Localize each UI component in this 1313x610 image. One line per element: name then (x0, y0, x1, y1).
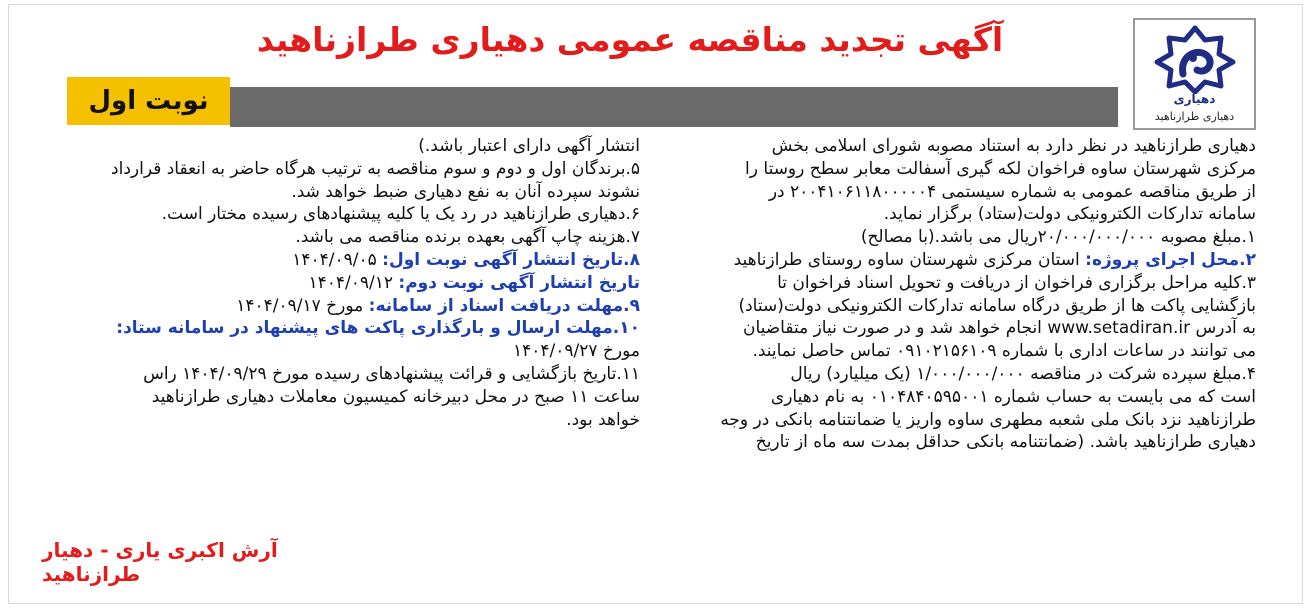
item-4-line: است که می بایست به حساب شماره ۰۱۰۴۸۴۰۵۹۵۰۰۱ به نام دهیاری (770, 386, 1256, 407)
intro-line: سامانه تدارکات الکترونیکی دولت(ستاد) برگزار نماید. (883, 204, 1256, 225)
item-5-line: ۵.برندگان اول و دوم و سوم مناقصه به ترتیب هرگاه حاضر به انعقاد قرارداد (111, 158, 640, 179)
left-column (38, 135, 640, 431)
item-3-line: ۳.کلیه مراحل برگزاری فراخوان از دریافت و تحویل اسناد فراخوان تا (777, 272, 1256, 293)
item-11-line: خواهد بود. (566, 409, 640, 430)
item-2 (664, 249, 1256, 272)
header-bar (230, 87, 1118, 127)
continuation-line: انتشار آگهی دارای اعتبار باشد.) (418, 136, 640, 156)
intro-line: از طریق مناقصه عمومی به شماره سیستمی ۲۰۰۴۱۰۶۱۱۸۰۰۰۰۰۴ در (768, 181, 1256, 202)
logo-wordmark: دهیاری (1173, 92, 1216, 106)
right-column (664, 135, 1256, 454)
item-4-line: طرازناهید نزد بانک ملی شعبه مطهری ساوه واریز یا ضمانتنامه بانکی در وجه (720, 409, 1256, 430)
item-8b (38, 272, 640, 295)
item-10-date: مورخ ۱۴۰۴/۰۹/۲۷ (513, 341, 640, 362)
logo-caption: دهیاری طرازناهید (1154, 110, 1235, 123)
item-3-suffix: انجام خواهد شد و در صورت نیاز متقاضیان (742, 318, 1048, 339)
item-3-line (664, 317, 1256, 340)
item-2-value: استان مرکزی شهرستان ساوه روستای طرازناهید (733, 249, 1086, 270)
item-3-line: می توانند در ساعات اداری با شماره ۰۹۱۰۲۱۵۶۱۰۹ تماس حاصل نمایند. (752, 341, 1256, 362)
item-3-prefix: به آدرس (1190, 318, 1256, 339)
intro-line: مرکزی شهرستان ساوه فراخوان لکه گیری آسفالت معابر سطح روستا را (745, 158, 1256, 179)
item-2-label: ۲.محل اجرای پروژه: (1085, 249, 1256, 270)
item-6: ۶.دهیاری طرازناهید در رد یک یا کلیه پیشنهادهای رسیده مختار است. (161, 204, 640, 225)
item-8-label: ۸.تاریخ انتشار آگهی نوبت اول: (382, 249, 640, 270)
item-8-date: ۱۴۰۴/۰۹/۰۵ (292, 249, 383, 270)
item-5-line: نشوند سپرده آنان به نفع دهیاری ضبط خواهد شد. (291, 181, 640, 202)
item-9 (38, 295, 640, 318)
item-8b-date: ۱۴۰۴/۰۹/۱۲ (308, 272, 399, 293)
item-9-label: ۹.مهلت دریافت اسناد از سامانه: (368, 295, 640, 316)
item-4-line: ۴.مبلغ سپرده شرکت در مناقصه ۱/۰۰۰/۰۰۰/۰۰۰ (یک میلیارد) ریال (790, 363, 1256, 384)
item-8 (38, 249, 640, 272)
logo-box (1133, 18, 1256, 130)
notice-title: آگهی تجدید مناقصه عمومی دهیاری طرازناهید (256, 20, 1004, 59)
item-8b-label: تاریخ انتشار آگهی نوبت دوم: (398, 272, 640, 293)
item-3-line: بازگشایی پاکت ها از طریق درگاه سامانه تدارکات الکترونیکی دولت(ستاد) (738, 295, 1256, 316)
round-badge: نوبت اول (67, 77, 230, 125)
dehyari-emblem-icon (1149, 24, 1241, 94)
signature: آرش اکبری یاری - دهیار طرازناهید (42, 538, 278, 586)
setadiran-url: www.setadiran.ir (1047, 318, 1191, 339)
item-4-line: دهیاری طرازناهید باشد. (ضمانتنامه بانکی حداقل بمدت سه ماه از تاریخ (755, 432, 1256, 453)
item-10-label: ۱۰.مهلت ارسال و بارگذاری پاکت های پیشنهاد در سامانه ستاد: (116, 318, 640, 339)
item-11-line: ساعت ۱۱ صبح در محل دبیرخانه کمیسیون معاملات دهیاری طرازناهید (151, 386, 640, 407)
item-11-line: ۱۱.تاریخ بازگشایی و قرائت پیشنهادهای رسیده مورخ ۱۴۰۴/۰۹/۲۹ راس (143, 363, 640, 384)
intro-line: دهیاری طرازناهید در نظر دارد به استناد مصوبه شورای اسلامی بخش (771, 136, 1256, 156)
item-7: ۷.هزینه چاپ آگهی بعهده برنده مناقصه می باشد. (295, 227, 640, 248)
item-9-date: مورخ ۱۴۰۴/۰۹/۱۷ (236, 295, 369, 316)
item-1: ۱.مبلغ مصوبه ۲۰/۰۰۰/۰۰۰/۰۰۰ریال می باشد.(با مصالح) (860, 227, 1256, 248)
